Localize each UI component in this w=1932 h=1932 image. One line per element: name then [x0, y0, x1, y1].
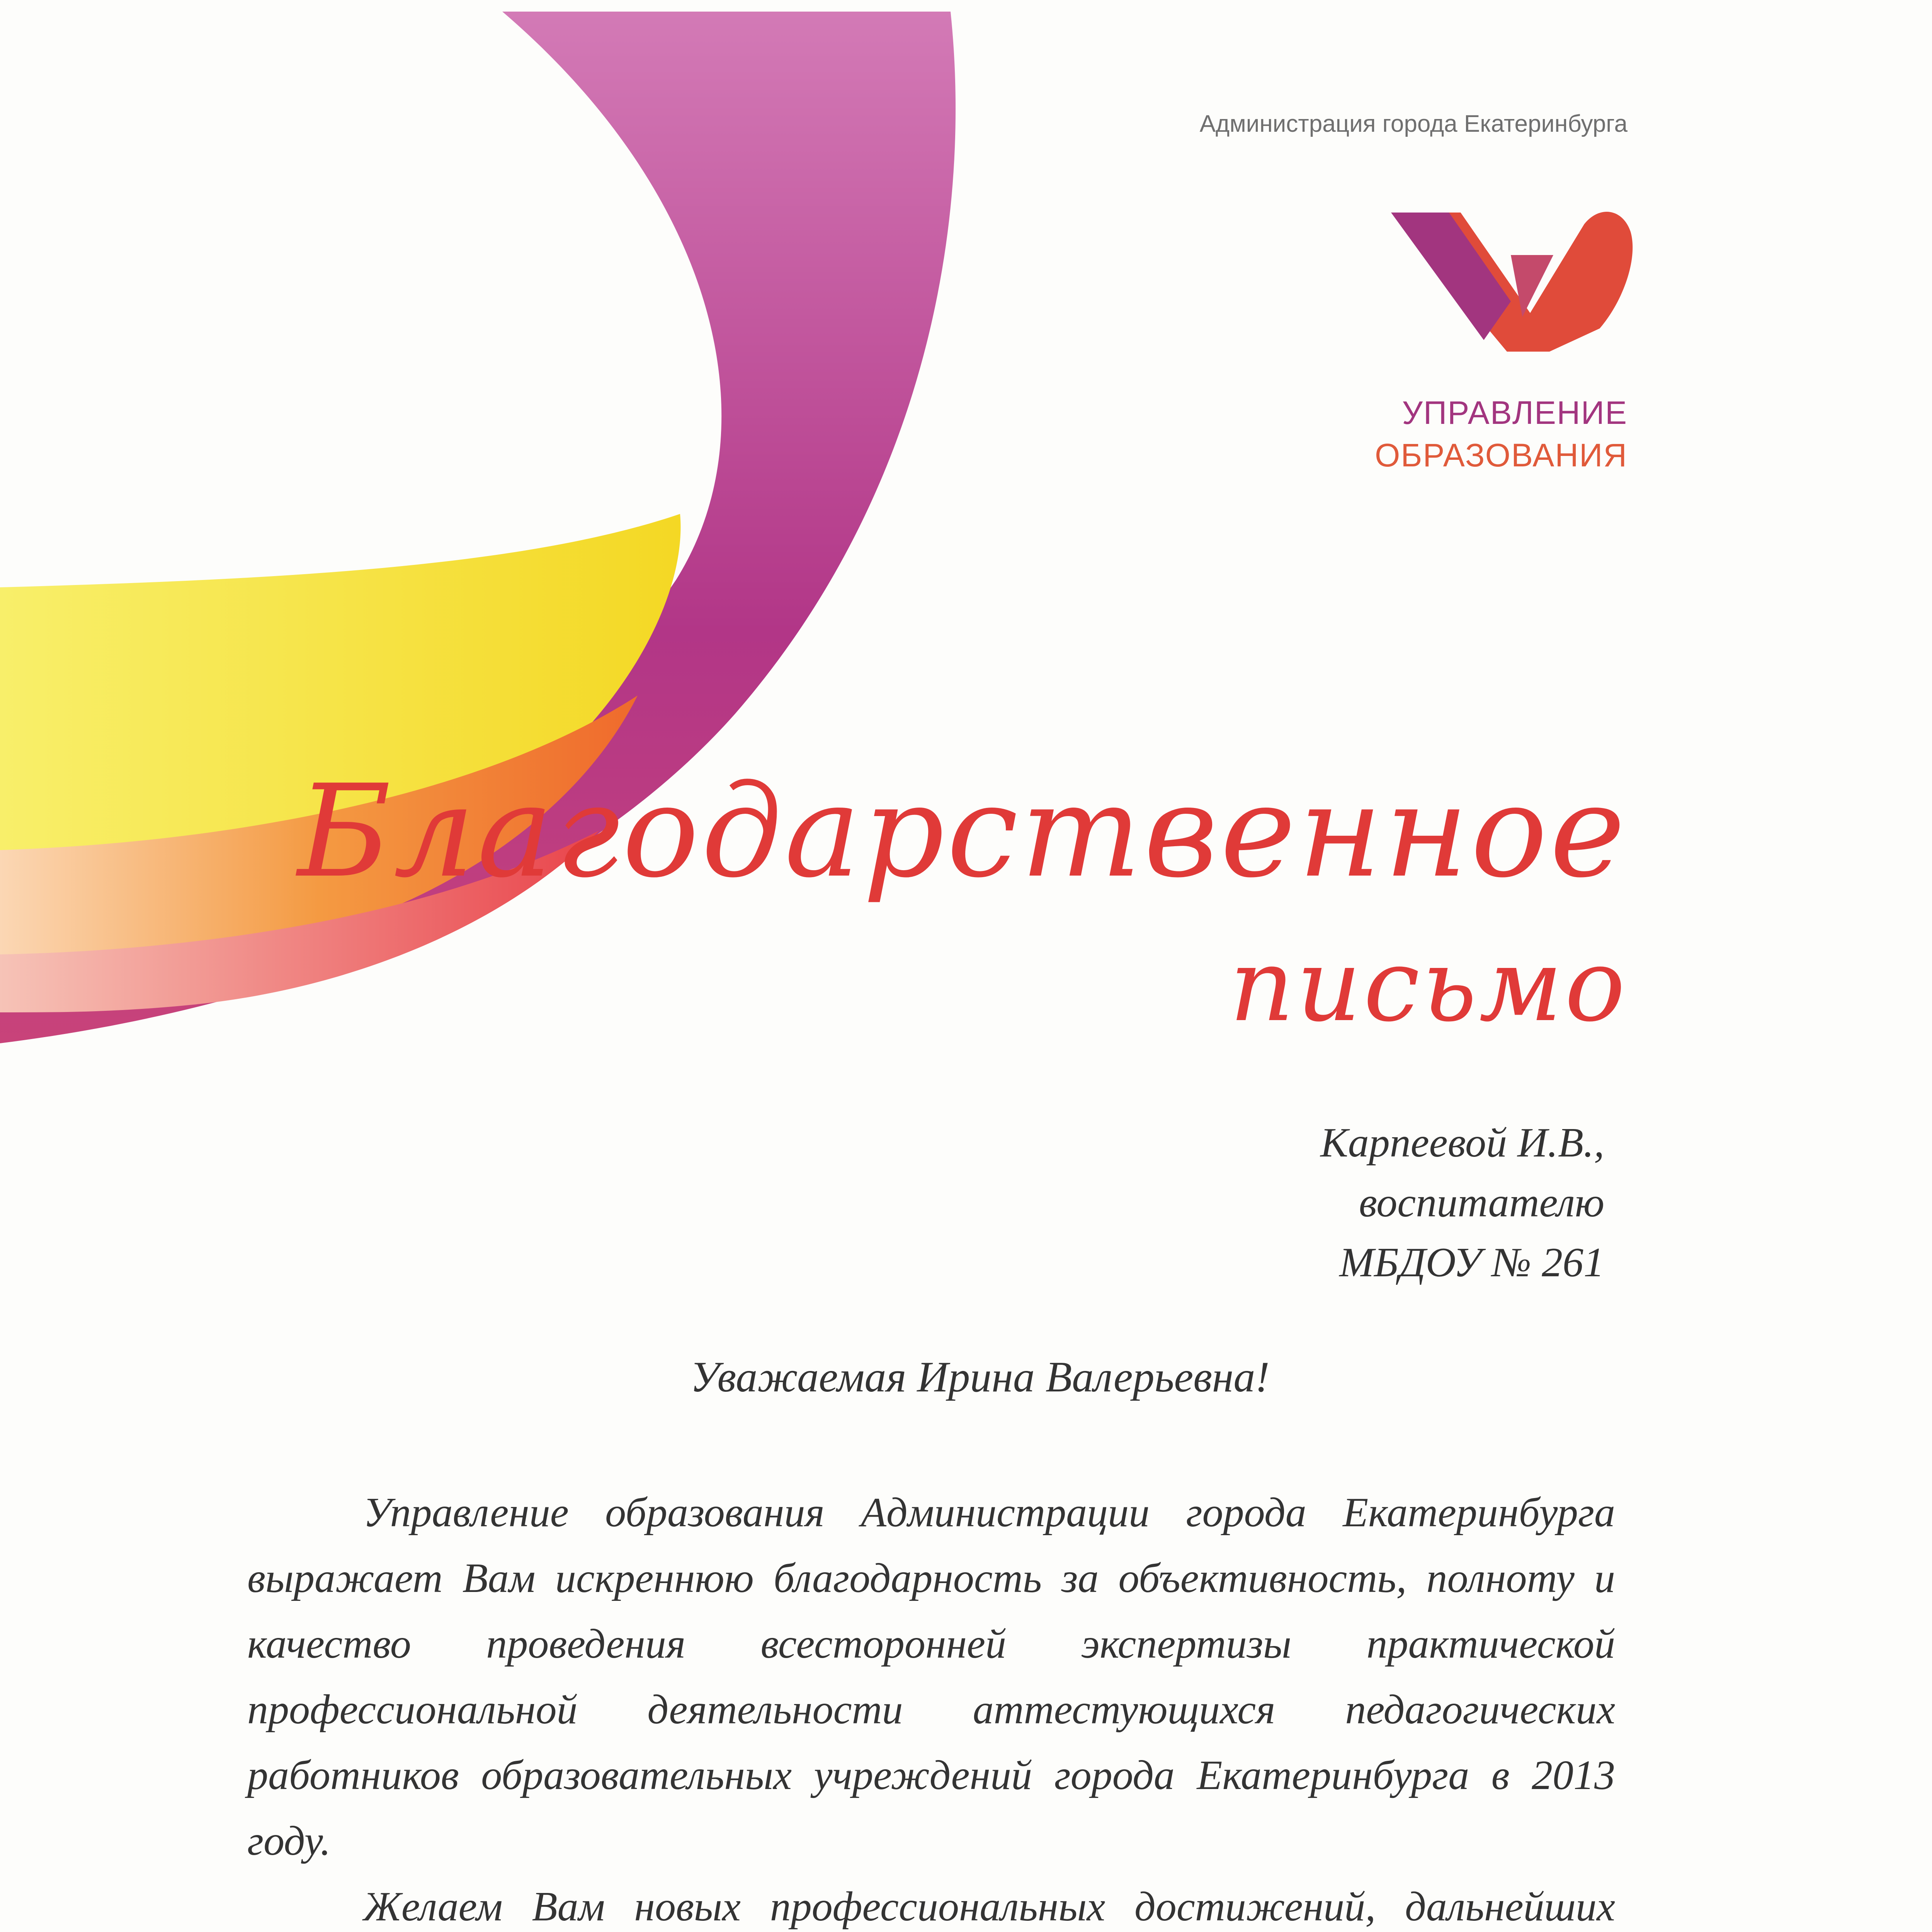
recipient-position: воспитателю [1359, 1180, 1604, 1226]
document-title-line1: Благодарственное [298, 757, 1628, 906]
logo-text-line2: ОБРАЗОВАНИЯ [1374, 437, 1628, 473]
recipient-name: Карпеевой И.В., [1320, 1120, 1604, 1166]
recipient-organization: МБДОУ № 261 [1339, 1240, 1604, 1286]
body-paragraph-1: Управление образования Администрации города Екатеринбурга выражает Вам искреннюю благодарность за объективность, полноту и качество проведения всесторонней экспертизы практической профессиональной деятельности аттестующихся педагогических работников образовательных учреждений города Екатеринбурга в 2013 году. [247, 1490, 1615, 1864]
education-department-logo [1383, 201, 1634, 363]
recipient-block [1320, 1113, 1604, 1293]
letter-body [247, 1480, 1615, 1932]
greeting: Уважаемая Ирина Валерьевна! [690, 1353, 1270, 1401]
body-paragraph-2: Желаем Вам новых профессиональных достижений, дальнейших [363, 1884, 1615, 1930]
logo-text-line1: УПРАВЛЕНИЕ [1402, 395, 1628, 431]
document-title-line2: письмо [1229, 927, 1628, 1044]
administration-name: Администрация города Екатеринбурга [1199, 111, 1628, 137]
